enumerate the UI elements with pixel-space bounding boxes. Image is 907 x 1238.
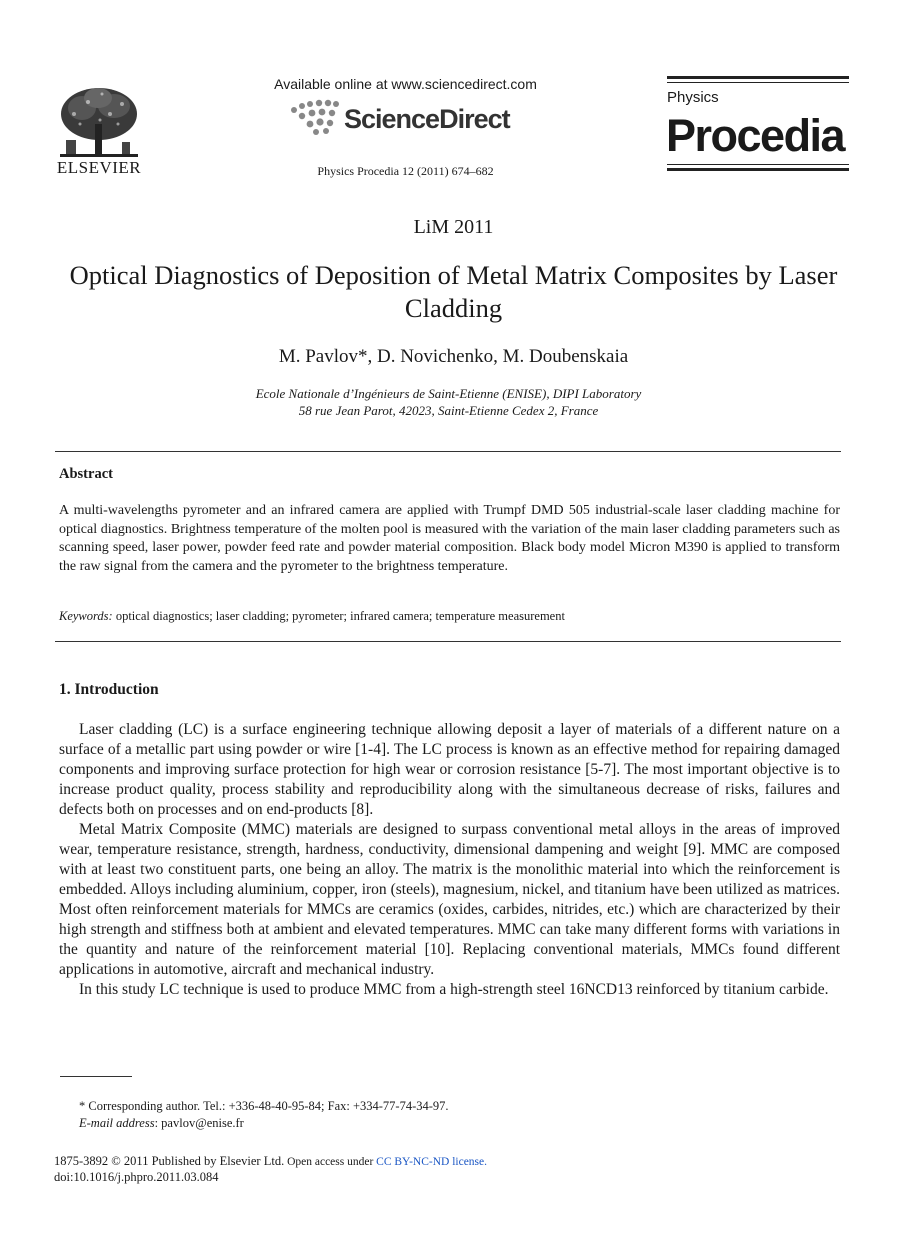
- copyright-line: [54, 1154, 487, 1169]
- conference-name: LiM 2011: [413, 216, 494, 238]
- logo-top-rule: [667, 76, 849, 79]
- logo-bottom-rule: [667, 168, 849, 171]
- paragraph: In this study LC technique is used to produce MMC from a high-strength steel 16NCD13 reinforced by titanium carbide.: [79, 981, 829, 998]
- paragraph: Metal Matrix Composite (MMC) materials are designed to surpass conventional metal alloys in the areas of improved wear, temperature resistance, strength, hardness, conductivity, dimensional dampening and weight [9]. MMC are composed with at least two constituent parts, one being an alloy. The matrix is the monolithic material into which the reinforcement is embedded. Alloys including aluminium, copper, iron (steels), magnesium, nickel, and titanium have been utilized as matrices. Most often reinforcement materials for MMCs are ceramics (oxides, carbides, nitrides, etc.) which are characterized by their high strength and stiffness both at ambient and elevated temperatures. MMC can take many different forms with variations in the quantity and nature of the reinforcement material [10]. Replacing conventional materials, MMCs found different applications in automotive, aircraft and mechanical industry.: [59, 821, 840, 978]
- footnote-rule: [60, 1076, 132, 1077]
- email-note: [79, 1116, 244, 1131]
- available-online-text: Available online at www.sciencedirect.com: [274, 76, 537, 92]
- journal-reference: Physics Procedia 12 (2011) 674–682: [317, 164, 494, 178]
- paragraph: Laser cladding (LC) is a surface engineering technique allowing deposit a layer of materials of a different nature on a surface of a metallic part using powder or wire [1-4]. The LC process is known as an effective method for repairing damaged components and improving surface protection for high wear or corrosion resistance [5-7]. The most important objective is to increase product quality, process stability and reproducibility along with the simultaneous decrease of risks, failures and defects both on processes and on end-products [8].: [59, 721, 840, 818]
- affiliation-line-1: Ecole Nationale d’Ingénieurs de Saint-Etienne (ENISE), DIPI Laboratory: [255, 386, 642, 401]
- publisher-name: ELSEVIER: [56, 158, 142, 177]
- section-heading-introduction: 1. Introduction: [59, 681, 159, 698]
- abstract-heading: Abstract: [59, 466, 113, 482]
- introduction-body: [59, 720, 840, 1000]
- license-link[interactable]: CC BY-NC-ND license.: [376, 1156, 488, 1168]
- paper-title: Optical Diagnostics of Deposition of Metal Matrix Composites by Laser Cladding: [69, 260, 838, 323]
- corresponding-author-note: * Corresponding author. Tel.: +336-48-40-95-84; Fax: +334-77-74-34-97.: [79, 1099, 449, 1113]
- email-label: E-mail address: [79, 1116, 155, 1130]
- abstract-top-rule: [55, 451, 841, 452]
- journal-logo-big-text: Procedia: [666, 110, 845, 161]
- email-address: : pavlov@enise.fr: [154, 1116, 244, 1130]
- open-access-text: Open access under: [284, 1156, 377, 1168]
- paper-authors: M. Pavlov*, D. Novichenko, M. Doubenskaia: [278, 346, 629, 367]
- keywords-list: optical diagnostics; laser cladding; pyrometer; infrared camera; temperature measurement: [112, 609, 565, 623]
- doi: doi:10.1016/j.phpro.2011.03.084: [54, 1170, 219, 1184]
- logo-top-thin-rule: [667, 82, 849, 83]
- sciencedirect-logo-text: ScienceDirect: [344, 104, 510, 134]
- keywords-label: Keywords:: [59, 609, 113, 623]
- abstract-bottom-rule: [55, 641, 841, 642]
- issn-copyright: 1875-3892 © 2011 Published by Elsevier Ltd.: [54, 1154, 285, 1168]
- journal-logo-small-text: Physics: [667, 89, 719, 106]
- abstract-body: A multi-wavelengths pyrometer and an infrared camera are applied with Trumpf DMD 505 industrial-scale laser cladding machine for optical diagnostics. Brightness temperature of the molten pool is measured with the variation of the main laser cladding parameters such as scanning speed, laser power, powder feed rate and powder material composition. Black body model Micron M390 is applied to transform the raw signal from the camera and the pyrometer to the brightness temperature.: [59, 503, 840, 574]
- keywords-line: [59, 609, 840, 624]
- affiliation-line-2: 58 rue Jean Parot, 42023, Saint-Etienne Cedex 2, France: [298, 403, 599, 418]
- logo-bottom-thin-rule: [667, 164, 849, 165]
